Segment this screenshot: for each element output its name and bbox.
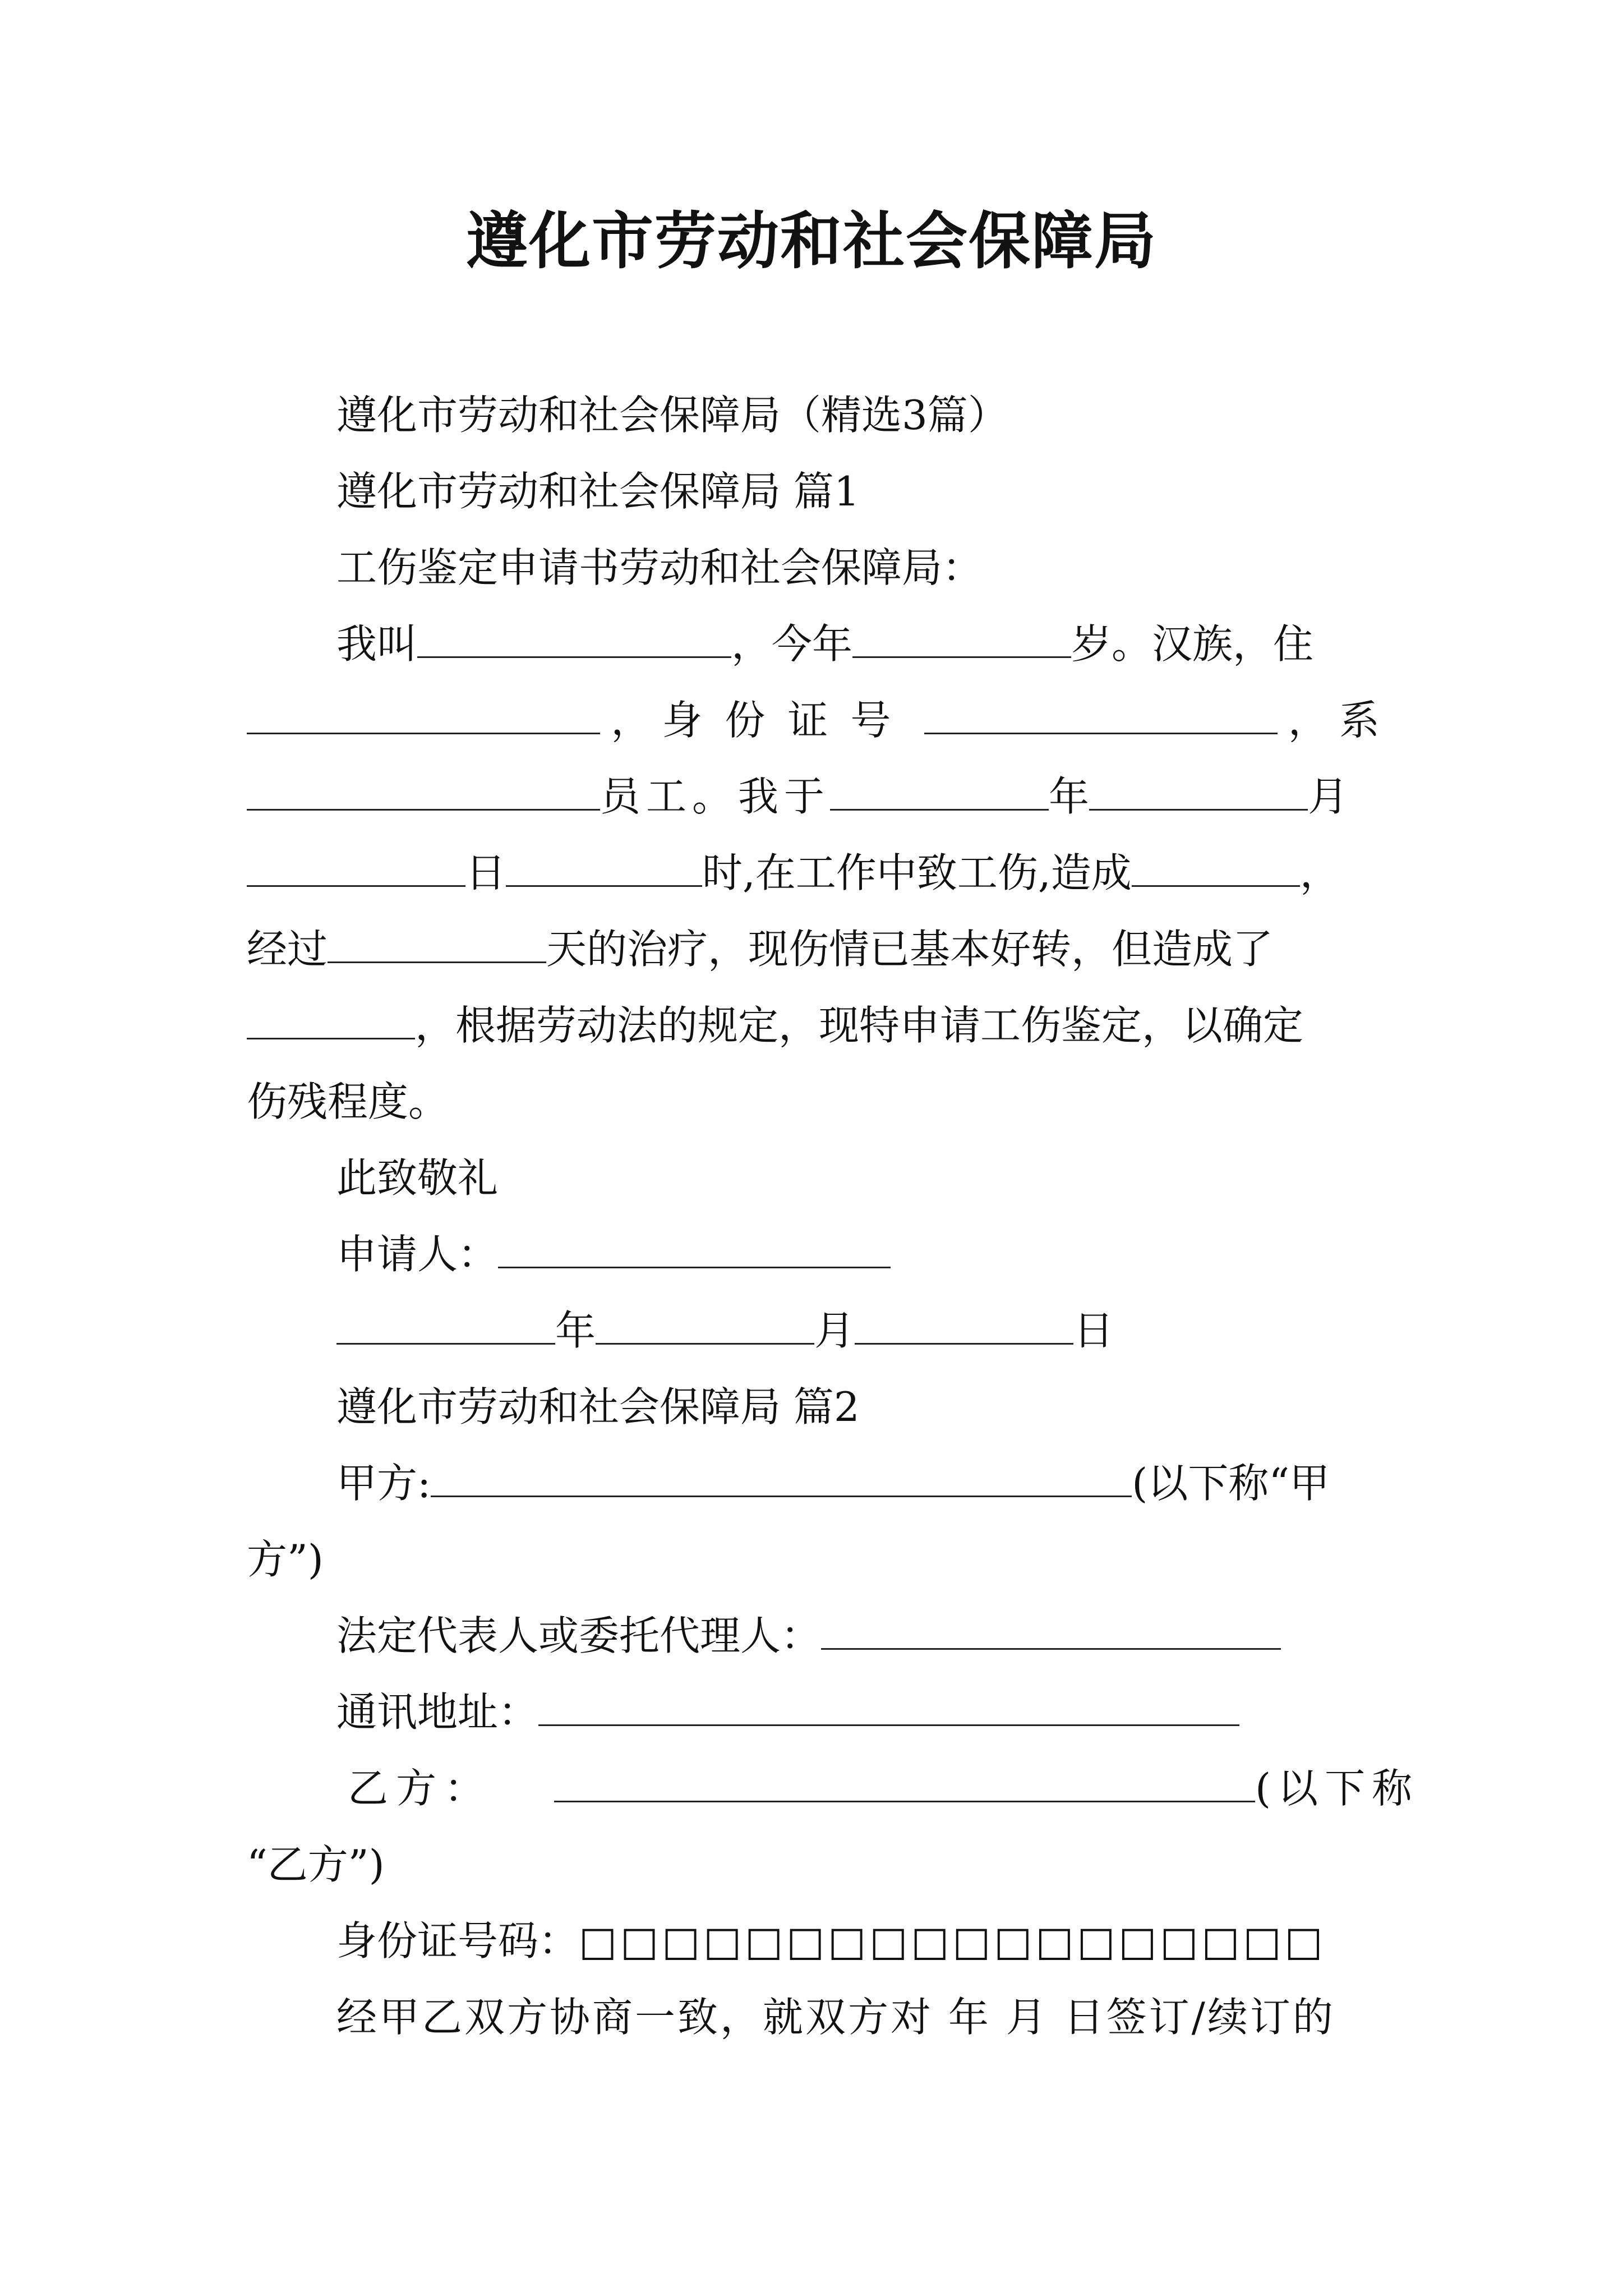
document-title: 遵化市劳动和社会保障局 (466, 205, 1157, 277)
blank-date-month (596, 1309, 814, 1345)
blank-employer (247, 775, 600, 811)
party-a-line (336, 1455, 1330, 1511)
agreement-line: 经甲乙双方协商一致，就双方对 年 月 日签订/续订的 (336, 1994, 1335, 2041)
blank-consequence (247, 1004, 415, 1039)
party-b-suffix: (以下称 (1255, 1765, 1419, 1812)
party-b-line (348, 1760, 1419, 1816)
party-a-suffix: (以下称“甲 (1132, 1460, 1330, 1507)
applicant-label: 申请人： (336, 1231, 499, 1278)
party-b-end: “乙方”) (247, 1841, 385, 1888)
text-treatment: 天的治疗，现伤情已基本好转，但造成了 (546, 926, 1274, 973)
address-label: 通讯地址： (336, 1688, 539, 1736)
section1-subject: 工伤鉴定申请书劳动和社会保障局： (336, 544, 983, 591)
text-name-label: 我叫 (336, 620, 418, 668)
para-line-4 (247, 845, 1340, 901)
blank-residence (247, 699, 600, 734)
party-a-end: 方”) (247, 1536, 324, 1583)
party-b-label: 乙方： (348, 1765, 493, 1812)
blank-representative (821, 1614, 1281, 1650)
text-comma-3: ， (1299, 849, 1340, 896)
id-number-line (336, 1913, 1326, 1969)
party-a-label: 甲方: (336, 1460, 431, 1507)
date-year-label: 年 (555, 1307, 596, 1354)
id-number-boxes: □□□□□□□□□□□□□□□□□□ (579, 1917, 1326, 1964)
text-age-label: ，今年 (731, 620, 853, 668)
blank-injury-month (1089, 775, 1308, 811)
blank-address (538, 1691, 1239, 1726)
date-day-label: 日 (1073, 1307, 1114, 1354)
text-injury-desc: 时,在工作中致工伤,造成 (702, 849, 1132, 896)
blank-date-year (336, 1309, 555, 1345)
blank-id (924, 699, 1278, 734)
text-residence-label: 岁。汉族，住 (1071, 620, 1314, 668)
para-line-5 (247, 921, 1273, 977)
blank-party-b (554, 1767, 1255, 1802)
para-line-2 (247, 692, 1380, 748)
representative-label: 法定代表人或委托代理人： (336, 1612, 822, 1659)
blank-injury-year (830, 775, 1049, 811)
text-id-label: 身份证号 (662, 697, 914, 744)
text-employee: 员工。我于 (600, 773, 831, 820)
blank-party-a (431, 1462, 1132, 1497)
para-line-6 (247, 997, 1303, 1053)
representative-line (336, 1608, 1281, 1664)
blank-injury-hour (506, 852, 702, 887)
blank-applicant (498, 1233, 891, 1268)
applicant-line (336, 1226, 891, 1282)
text-employer-label: 系 (1339, 697, 1380, 744)
text-day: 日 (465, 849, 506, 896)
blank-injury-result (1132, 852, 1300, 887)
para-line-1 (336, 616, 1313, 672)
blank-age (852, 623, 1071, 658)
intro-line: 遵化市劳动和社会保障局（精选3篇） (336, 392, 1008, 439)
para-line-7: 伤残程度。 (247, 1078, 449, 1125)
blank-name (417, 623, 731, 658)
text-comma-2: ， (1288, 697, 1329, 744)
text-request: ，根据劳动法的规定，现特申请工伤鉴定，以确定 (415, 1002, 1304, 1049)
date-line (336, 1303, 1114, 1359)
blank-date-day (855, 1309, 1073, 1345)
section1-heading: 遵化市劳动和社会保障局 篇1 (336, 468, 860, 515)
para-line-3 (247, 769, 1348, 825)
address-line (336, 1684, 1239, 1740)
text-year: 年 (1049, 773, 1090, 820)
date-month-label: 月 (814, 1307, 855, 1354)
blank-treatment-days (328, 928, 546, 963)
id-number-label: 身份证号码： (336, 1917, 579, 1964)
section2-heading: 遵化市劳动和社会保障局 篇2 (336, 1383, 860, 1430)
closing-line: 此致敬礼 (336, 1154, 499, 1202)
text-comma: ， (611, 697, 652, 744)
text-after: 经过 (247, 926, 328, 973)
text-month: 月 (1308, 773, 1349, 820)
blank-injury-day (247, 852, 465, 887)
